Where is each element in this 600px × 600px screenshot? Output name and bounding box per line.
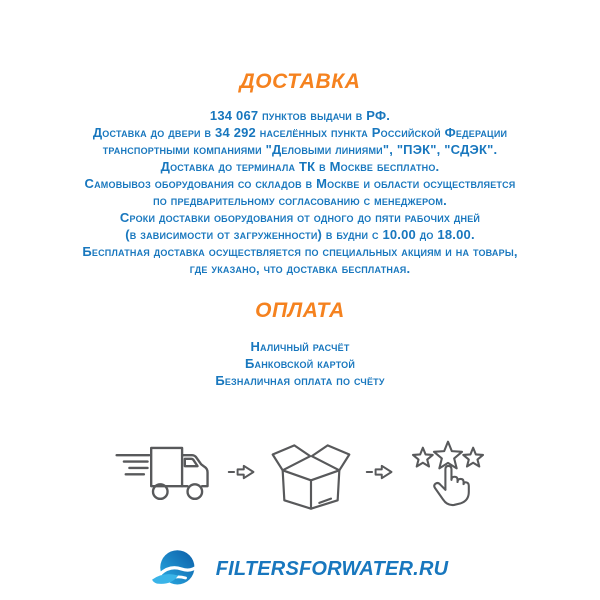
payment-options-list xyxy=(0,338,600,389)
delivery-line: Самовывоз оборудования со складов в Москве и области осуществляется xyxy=(84,176,516,191)
brand-wordmark: FILTERSFORWATER.RU xyxy=(215,557,449,580)
payment-option: Наличный расчёт xyxy=(250,339,350,354)
delivery-truck-icon xyxy=(113,437,213,508)
delivery-line: Бесплатная доставка осуществляется по специальных акциям и на товары, xyxy=(82,244,518,259)
payment-option: Безналичная оплата по счёту xyxy=(215,373,385,388)
delivery-line: по предварительному согласованию с менеджером. xyxy=(153,193,447,208)
delivery-line: Доставка до терминала ТК в Москве бесплатно. xyxy=(160,159,440,174)
delivery-section-title: ДОСТАВКА xyxy=(239,70,361,93)
open-box-icon xyxy=(271,432,351,512)
arrow-right-icon xyxy=(227,461,257,483)
delivery-line: Сроки доставки оборудования от одного до пяти рабочих дней xyxy=(119,210,481,225)
arrow-right-icon xyxy=(365,461,395,483)
rating-stars-hand-icon xyxy=(409,432,487,512)
delivery-line: Доставка до двери в 34 292 населённых пункта Российской Федерации xyxy=(92,125,508,140)
payment-option: Банковской картой xyxy=(244,356,356,371)
order-process-icons xyxy=(0,433,600,511)
payment-section-title: ОПЛАТА xyxy=(255,299,345,322)
delivery-line: где указано, что доставка бесплатная. xyxy=(189,261,411,276)
delivery-line: 134 067 пунктов выдачи в РФ. xyxy=(209,108,391,123)
delivery-info-text xyxy=(0,107,600,277)
delivery-line: транспортными компаниями "Деловыми линиями", "ПЭК", "СДЭК". xyxy=(102,142,498,157)
water-wave-logo-icon xyxy=(152,547,206,591)
delivery-line: (в зависимости от загруженности) в будни с 10.00 до 18.00. xyxy=(125,227,475,242)
footer-logo xyxy=(0,547,600,591)
